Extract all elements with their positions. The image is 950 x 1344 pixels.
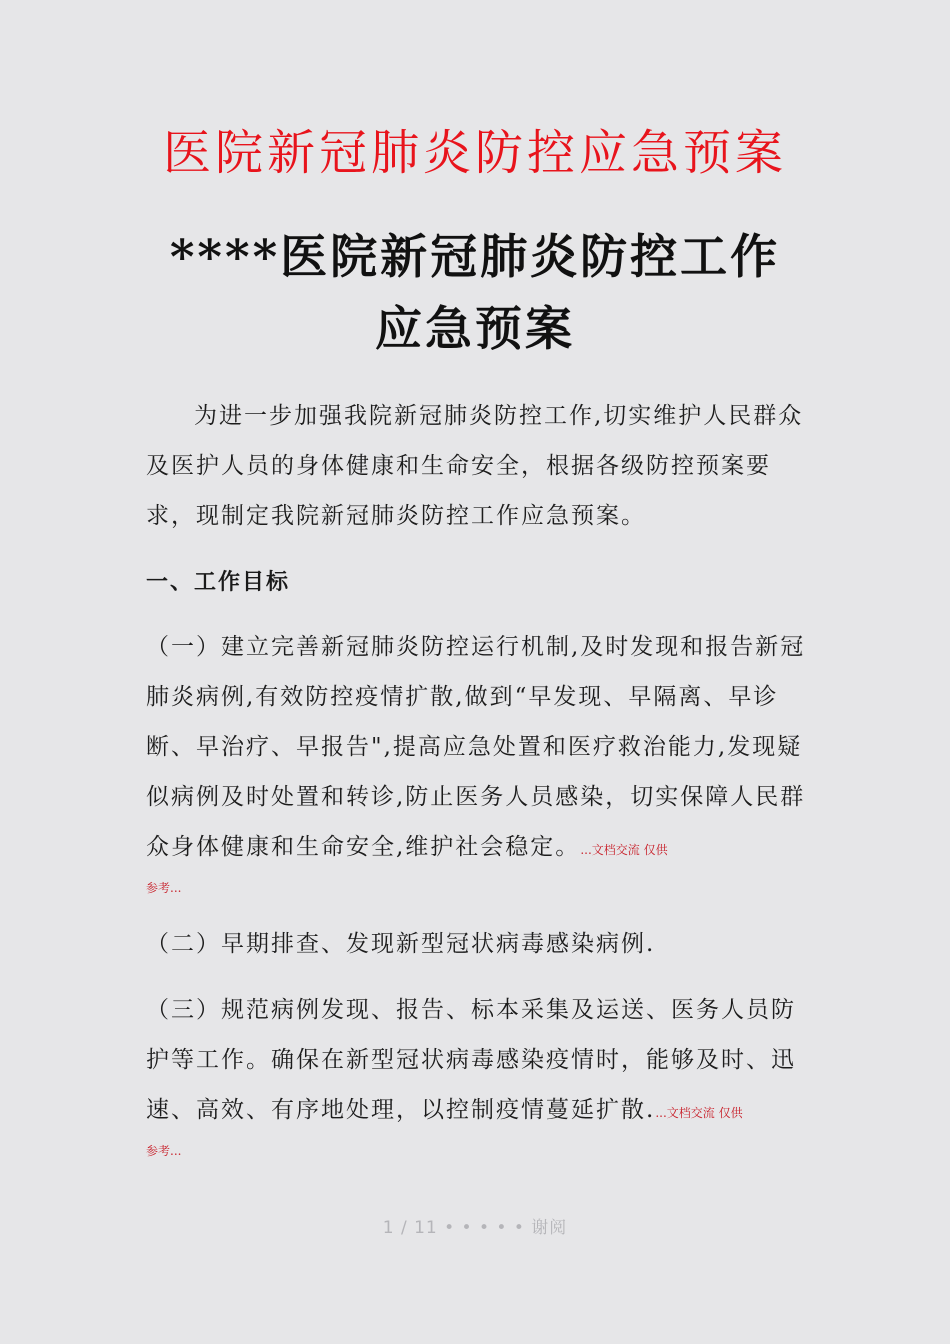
paragraph-goal-2: （二）早期排查、发现新型冠状病毒感染病例. [146,931,656,957]
main-title-line-2: 应急预案 [375,302,575,357]
footer-trailing-text: • • • • • 谢阅 [444,1218,568,1238]
main-title [0,222,950,366]
main-title-line-1: ****医院新冠肺炎防控工作 [169,230,781,285]
reference-note-tail: 参考... [146,881,182,895]
section-heading-work-goals: 一、工作目标 [146,569,291,595]
reference-note-tail: 参考... [146,1144,182,1158]
paragraph-goal-1 [146,622,818,875]
paragraph-text: （一）建立完善新冠肺炎防控运行机制,及时发现和报告新冠肺炎病例,有效防控疫情扩散,做到“早发现、早隔离、早诊断、早治疗、早报告",提高应急处置和医疗救治能力,发现疑似病例及时处置和转诊,防止医务人员感染，切实保障人民群众身体健康和生命安全,维护社会稳定。 [146,634,806,860]
paragraph-text: （三）规范病例发现、报告、标本采集及运送、医务人员防护等工作。确保在新型冠状病毒感染疫情时，能够及时、迅速、高效、有序地处理，以控制疫情蔓延扩散. [146,997,796,1123]
page-footer [0,1214,950,1242]
page-indicator: 1 / 11 [382,1218,438,1238]
reference-note: ...文档交流 仅供 [655,1106,743,1120]
intro-paragraph: 为进一步加强我院新冠肺炎防控工作,切实维护人民群众及医护人员的身体健康和生命安全，根据各级防控预案要求，现制定我院新冠肺炎防控工作应急预案。 [146,403,804,529]
paragraph-goal-3 [146,985,818,1138]
reference-note: ...文档交流 仅供 [580,843,668,857]
document-header-title: 医院新冠肺炎防控应急预案 [162,125,787,181]
